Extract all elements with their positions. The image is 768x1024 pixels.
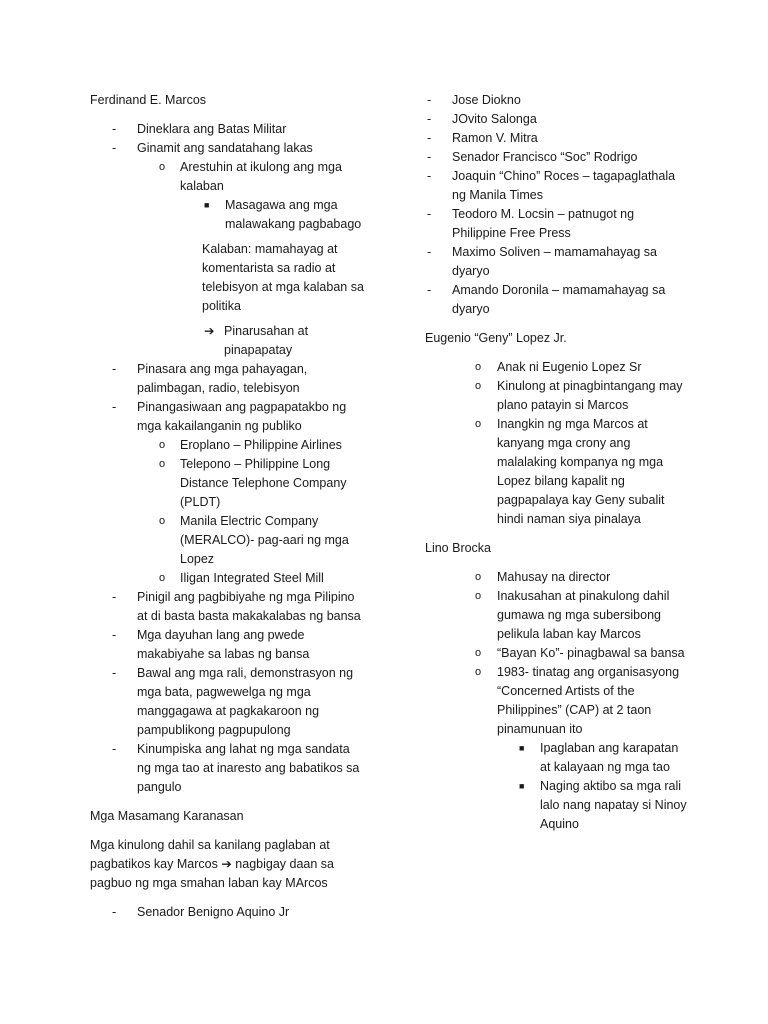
list-item: - Kinumpiska ang lahat ng mga sandata ng mga tao at inaresto ang babatikos sa pangulo bbox=[112, 742, 360, 794]
dash-marker: - bbox=[112, 141, 117, 155]
dash-marker: - bbox=[427, 207, 432, 221]
lopez-heading: Eugenio “Geny” Lopez Jr. bbox=[425, 331, 567, 345]
list-item: o Mahusay na director bbox=[425, 568, 687, 587]
dash-marker: - bbox=[112, 742, 117, 756]
dash-marker: - bbox=[112, 122, 117, 136]
circle-marker: o bbox=[159, 439, 166, 451]
list-item: - Teodoro M. Locsin – patnugot ng Philippine Free Press bbox=[427, 207, 635, 240]
dash-marker: - bbox=[427, 131, 432, 145]
list-item: ■ Ipaglaban ang karapatan at kalayaan ng mga tao bbox=[519, 741, 679, 774]
list-item: - Maximo Soliven – mamamahayag sa dyaryo bbox=[427, 245, 657, 278]
list-item: o Anak ni Eugenio Lopez Sr bbox=[425, 358, 687, 377]
list-item: - Bawal ang mga rali, demonstrasyon ng mga bata, pagwewelga ng mga manggagawa at pagkakaroon ng pampublikong pagpupulong bbox=[112, 666, 354, 737]
list-item: ■ Naging aktibo sa mga rali lalo nang napatay si Ninoy Aquino bbox=[519, 779, 687, 831]
square-marker: ■ bbox=[519, 743, 525, 753]
dash-marker: - bbox=[112, 666, 117, 680]
bad-experiences-heading: Mga Masamang Karanasan bbox=[90, 809, 244, 823]
list-item: ■ Masagawa ang mga malawakang pagbabago bbox=[204, 198, 362, 231]
list-item: o Arestuhin at ikulong ang mga kalaban bbox=[159, 160, 342, 193]
circle-marker: o bbox=[475, 380, 482, 392]
square-marker: ■ bbox=[519, 781, 525, 791]
circle-marker: o bbox=[159, 515, 166, 527]
circle-marker: o bbox=[475, 590, 482, 602]
list-item: o Eroplano – Philippine Airlines bbox=[90, 436, 365, 455]
list-item: o Inakusahan at pinakulong dahil gumawa ng mga subersibong pelikula laban kay Marcos bbox=[475, 589, 670, 641]
circle-marker: o bbox=[475, 666, 482, 678]
square-marker: ■ bbox=[204, 200, 210, 210]
left-column bbox=[90, 91, 365, 922]
dash-marker: - bbox=[112, 400, 117, 414]
list-item: - Senador Benigno Aquino Jr bbox=[90, 903, 365, 922]
circle-marker: o bbox=[475, 418, 482, 430]
dash-marker: - bbox=[427, 150, 432, 164]
dash-marker: - bbox=[427, 169, 432, 183]
list-item: o 1983- tinatag ang organisasyong “Concerned Artists of the Philippines” (CAP) at 2 taon pinamunuan ito bbox=[475, 665, 680, 736]
list-item: - Mga dayuhan lang ang pwede makabiyahe sa labas ng bansa bbox=[112, 628, 310, 661]
circle-marker: o bbox=[159, 161, 166, 173]
dash-marker: - bbox=[427, 245, 432, 259]
circle-marker: o bbox=[475, 647, 482, 659]
list-item: - Pinangasiwaan ang pagpapatakbo ng mga kakailanganin ng publiko bbox=[112, 400, 347, 433]
list-item: - Joaquin “Chino” Roces – tagapaglathala ng Manila Times bbox=[427, 169, 676, 202]
list-item: - Ramon V. Mitra bbox=[425, 129, 687, 148]
list-item: o “Bayan Ko”- pinagbawal sa bansa bbox=[425, 644, 687, 663]
list-item: o Iligan Integrated Steel Mill bbox=[90, 569, 365, 588]
dash-marker: - bbox=[427, 93, 432, 107]
list-item: ➔ Pinarusahan at pinapapatay bbox=[204, 324, 309, 357]
circle-marker: o bbox=[159, 458, 166, 470]
list-item: - Dineklara ang Batas Militar bbox=[90, 120, 365, 139]
list-item: - Pinasara ang mga pahayagan, palimbagan, radio, telebisyon bbox=[112, 362, 308, 395]
arrow-icon: ➔ bbox=[221, 857, 232, 871]
list-item: - Senador Francisco “Soc” Rodrigo bbox=[425, 148, 687, 167]
dash-marker: - bbox=[112, 905, 117, 919]
dash-marker: - bbox=[112, 628, 117, 642]
dash-marker: - bbox=[427, 283, 432, 297]
arrow-icon: ➔ bbox=[204, 324, 215, 338]
list-item: o Kinulong at pinagbintangang may plano patayin si Marcos bbox=[475, 379, 683, 412]
list-item: o Manila Electric Company (MERALCO)- pag-aari ng mga Lopez bbox=[159, 514, 349, 566]
list-item: - JOvito Salonga bbox=[425, 110, 687, 129]
marcos-heading: Ferdinand E. Marcos bbox=[90, 93, 207, 107]
circle-marker: o bbox=[475, 571, 482, 583]
right-column bbox=[425, 91, 687, 834]
circle-marker: o bbox=[475, 361, 482, 373]
dash-marker: - bbox=[112, 362, 117, 376]
brocka-heading: Lino Brocka bbox=[425, 541, 492, 555]
list-item: - Jose Diokno bbox=[425, 91, 687, 110]
list-item: o Inangkin ng mga Marcos at kanyang mga crony ang malalaking kompanya ng mga Lopez bilang kapalit ng pagpapalaya kay Geny subalit hindi naman siya pinalaya bbox=[475, 417, 665, 526]
bad-experiences-paragraph: Mga kinulong dahil sa kanilang paglaban at pagbatikos kay Marcos ➔ nagbigay daan sa pagbuo ng mga smahan laban kay MArcos bbox=[90, 838, 334, 890]
list-item: - Pinigil ang pagbibiyahe ng mga Pilipino at di basta basta makakalabas ng bansa bbox=[112, 590, 361, 623]
list-item: - Amando Doronila – mamamahayag sa dyaryo bbox=[427, 283, 666, 316]
dash-marker: - bbox=[427, 112, 432, 126]
dash-marker: - bbox=[112, 590, 117, 604]
circle-marker: o bbox=[159, 572, 166, 584]
list-item: - Ginamit ang sandatahang lakas bbox=[90, 139, 365, 158]
list-item: o Telepono – Philippine Long Distance Telephone Company (PLDT) bbox=[159, 457, 347, 509]
note-text: Kalaban: mamahayag at komentarista sa radio at telebisyon at mga kalaban sa politika bbox=[202, 242, 364, 313]
